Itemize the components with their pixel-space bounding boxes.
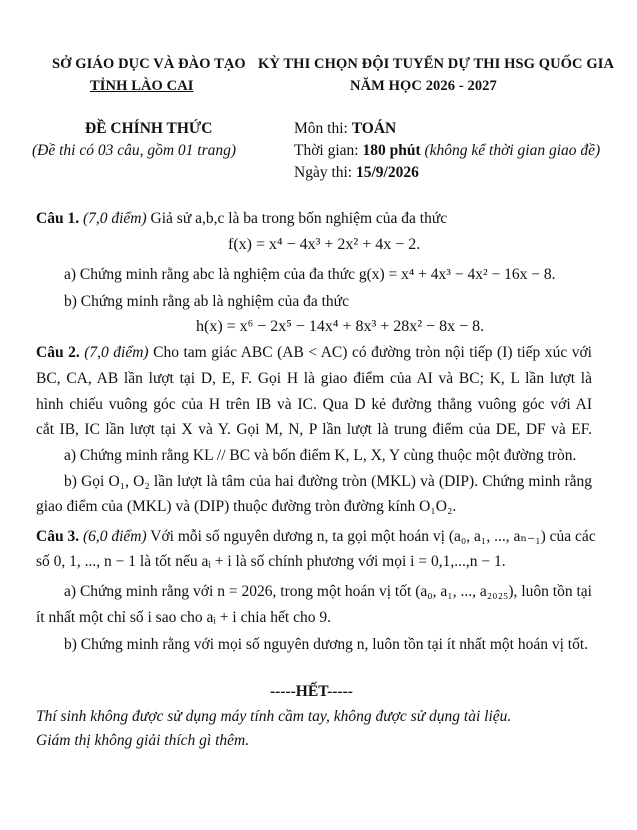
q3-part-a-line2: ít nhất một chỉ số i sao cho aᵢ + i chia hết cho 9.: [36, 609, 331, 626]
q2-part-b-line2: giao điểm của (MKL) và (DIP) thuộc đường tròn đường kính O₁O₂.: [36, 498, 457, 515]
end-marker: -----HẾT-----: [270, 683, 353, 700]
q3-label: Câu 3.: [36, 528, 80, 545]
q2-part-b-line1: b) Gọi O₁, O₂ lần lượt là tâm của hai đường tròn (MKL) và (DIP). Chứng minh rằng: [64, 473, 592, 490]
pages-note: (Đề thi có 03 câu, gồm 01 trang): [32, 142, 237, 159]
date-line: Ngày thi: 15/9/2026: [294, 164, 419, 181]
q1-polynomial-f: f(x) = x⁴ − 4x³ + 2x² + 4x − 2.: [228, 236, 421, 253]
q2-line2: BC, CA, AB lần lượt tại D, E, F. Gọi H là giao điểm của AI và BC; K, L lần lượt là: [36, 370, 592, 387]
subject: TOÁN: [351, 120, 397, 137]
q3-line2: số 0, 1, ..., n − 1 là tốt nếu aᵢ + i là số chính phương với mọi i = 0,1,...,n − 1.: [36, 553, 506, 570]
q1-intro: Câu 1. (7,0 điểm) Giả sử a,b,c là ba trong bốn nghiệm của đa thức: [36, 210, 448, 227]
exam-date: 15/9/2026: [356, 164, 419, 181]
q1-part-b: b) Chứng minh rằng ab là nghiệm của đa thức: [64, 293, 349, 310]
exam-duration: 180 phút: [362, 142, 421, 159]
q3-part-a-line1: a) Chứng minh rằng với n = 2026, trong một hoán vị tốt (a₀, a₁, ..., a₂₀₂₅), luôn tồn tại: [64, 583, 592, 600]
exam-name: KỲ THI CHỌN ĐỘI TUYỂN DỰ THI HSG QUỐC GIA: [258, 56, 615, 72]
issuing-department: SỞ GIÁO DỤC VÀ ĐÀO TẠO: [52, 56, 246, 72]
q1-part-a: a) Chứng minh rằng abc là nghiệm của đa thức g(x) = x⁴ + 4x³ − 4x² − 16x − 8.: [64, 266, 556, 283]
time-line: Thời gian: 180 phút (không kể thời gian giao đề): [294, 142, 601, 159]
q2-part-a: a) Chứng minh rằng KL // BC và bốn điểm K, L, X, Y cùng thuộc một đường tròn.: [64, 447, 577, 464]
q2-line1: Câu 2. (7,0 điểm) Cho tam giác ABC (AB < AC) có đường tròn nội tiếp (I) tiếp xúc với: [36, 344, 592, 361]
school-year: NĂM HỌC 2026 - 2027: [350, 78, 497, 94]
issuing-province: TỈNH LÀO CAI: [90, 78, 194, 94]
q2-label: Câu 2.: [36, 344, 80, 361]
official-exam-label: ĐỀ CHÍNH THỨC: [85, 120, 213, 137]
subject-line: Môn thi: TOÁN: [294, 120, 397, 137]
q1-label: Câu 1.: [36, 210, 80, 227]
q2-line4: cắt IB, IC lần lượt tại X và Y. Gọi M, N, P lần lượt là trung điểm của DE, DF và EF.: [36, 421, 592, 438]
q3-line1: Câu 3. (6,0 điểm) Với mỗi số nguyên dương n, ta gọi một hoán vị (a₀, a₁, ..., aₙ₋₁) của các: [36, 528, 596, 545]
q2-line3: hình chiếu vuông góc của H trên IB và IC. Qua D kẻ đường thẳng vuông góc với AI: [36, 396, 592, 413]
footer-note-2: Giám thị không giải thích gì thêm.: [36, 732, 250, 749]
q3-part-b: b) Chứng minh rằng với mọi số nguyên dương n, luôn tồn tại ít nhất một hoán vị tốt.: [64, 636, 588, 653]
footer-note-1: Thí sinh không được sử dụng máy tính cầm tay, không được sử dụng tài liệu.: [36, 708, 512, 725]
q1-polynomial-h: h(x) = x⁶ − 2x⁵ − 14x⁴ + 8x³ + 28x² − 8x − 8.: [196, 318, 485, 335]
